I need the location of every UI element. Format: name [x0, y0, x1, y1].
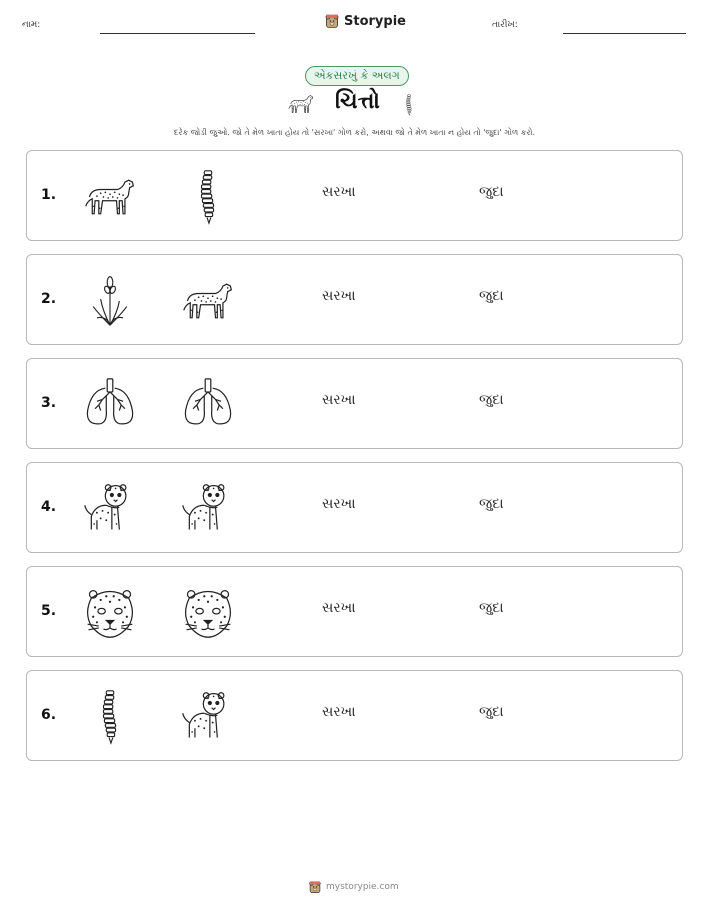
cheetah-face-icon: [180, 585, 236, 641]
date-line[interactable]: [563, 33, 686, 34]
question-number: 4.: [41, 499, 57, 515]
spine-icon: [82, 689, 138, 745]
question-number: 6.: [41, 707, 57, 723]
cheetah-standing-icon: [180, 273, 236, 329]
footer-url[interactable]: mystorypie.com: [326, 882, 399, 892]
cheetah-title-icon: [287, 90, 315, 118]
different-option[interactable]: જુદા: [479, 600, 504, 616]
brand-logo: [324, 13, 406, 29]
question-row: [26, 462, 683, 553]
question-row: [26, 358, 683, 449]
different-option[interactable]: જુદા: [479, 288, 504, 304]
question-row: [26, 566, 683, 657]
question-number: 3.: [41, 395, 57, 411]
same-option[interactable]: સરખા: [322, 184, 356, 200]
different-option[interactable]: જુદા: [479, 496, 504, 512]
different-option[interactable]: જુદા: [479, 184, 504, 200]
same-option[interactable]: સરખા: [322, 704, 356, 720]
question-number: 5.: [41, 603, 57, 619]
lungs-icon: [82, 377, 138, 433]
question-row: [26, 150, 683, 241]
instructions: દરેક જોડી જુઓ. જો તે મેળ ખાતા હોય તો 'સરખા' ગોળ કરો, અથવા જો તે મેળ ખાતા ન હોય તો 'જુદા' ગોળ કરો.: [173, 128, 536, 137]
question-row: [26, 254, 683, 345]
lungs-icon: [180, 377, 236, 433]
footer: [308, 880, 399, 894]
cheetah-cub-icon: [180, 481, 236, 537]
same-option[interactable]: સરખા: [322, 496, 356, 512]
cheetah-cub-icon: [180, 689, 236, 745]
same-option[interactable]: સરખા: [322, 600, 356, 616]
bear-logo-icon: [324, 13, 340, 29]
same-option[interactable]: સરખા: [322, 288, 356, 304]
cheetah-standing-icon: [82, 169, 138, 225]
page-title: ચિત્તો: [335, 89, 380, 114]
spine-icon: [180, 169, 236, 225]
name-label: નામ:: [22, 20, 41, 30]
different-option[interactable]: જુદા: [479, 704, 504, 720]
bear-logo-icon: [308, 880, 322, 894]
name-line[interactable]: [100, 33, 255, 34]
wheat-plant-icon: [82, 273, 138, 329]
question-number: 1.: [41, 187, 57, 203]
different-option[interactable]: જુદા: [479, 392, 504, 408]
spine-title-icon: [398, 90, 420, 120]
brand-name: Storypie: [344, 13, 406, 29]
date-label: તારીખ:: [492, 20, 518, 30]
question-row: [26, 670, 683, 761]
cheetah-cub-icon: [82, 481, 138, 537]
same-option[interactable]: સરખા: [322, 392, 356, 408]
question-number: 2.: [41, 291, 57, 307]
topic-badge: એકસરખું કે અલગ: [305, 66, 409, 86]
cheetah-face-icon: [82, 585, 138, 641]
